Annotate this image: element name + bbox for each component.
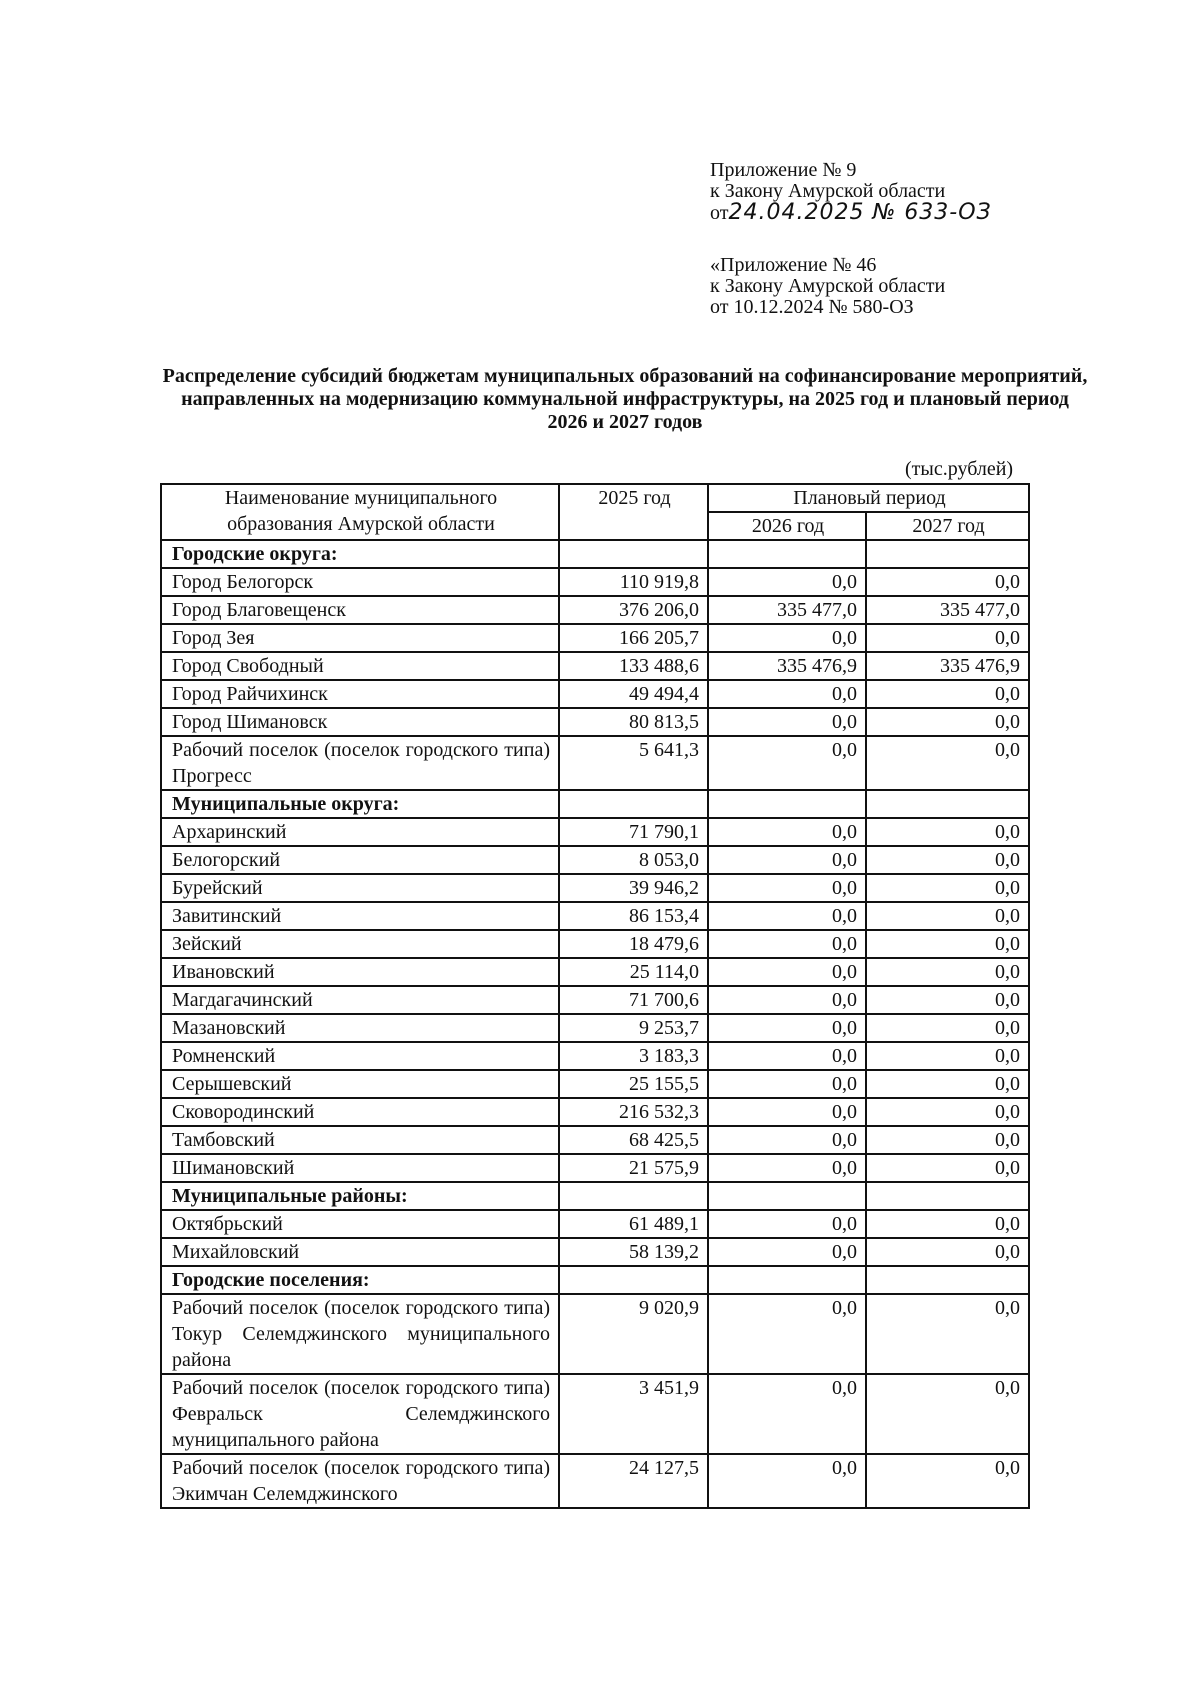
table-row <box>161 1374 1029 1454</box>
header-2026: 2026 год <box>708 512 866 540</box>
value-2026: 0,0 <box>708 818 866 846</box>
value-2027: 0,0 <box>866 708 1029 736</box>
row-name: Серышевский <box>161 1070 559 1098</box>
appendix-law: к Закону Амурской области <box>710 180 946 202</box>
table-row <box>161 1154 1029 1182</box>
prev-appendix-date: от 10.12.2024 № 580-ОЗ <box>710 296 914 318</box>
row-name: Завитинский <box>161 902 559 930</box>
value-2027: 0,0 <box>866 930 1029 958</box>
row-name: Шимановский <box>161 1154 559 1182</box>
value-2027 <box>866 790 1029 818</box>
value-2026: 0,0 <box>708 1126 866 1154</box>
value-2026: 0,0 <box>708 680 866 708</box>
value-2025: 25 155,5 <box>559 1070 708 1098</box>
row-name: Город Благовещенск <box>161 596 559 624</box>
value-2027: 0,0 <box>866 568 1029 596</box>
value-2026: 0,0 <box>708 1070 866 1098</box>
value-2026 <box>708 540 866 568</box>
value-2025 <box>559 540 708 568</box>
row-name: Рабочий поселок (поселок городского типа) Прогресс <box>161 736 559 790</box>
table-row <box>161 1014 1029 1042</box>
value-2026: 0,0 <box>708 958 866 986</box>
value-2025: 68 425,5 <box>559 1126 708 1154</box>
value-2027: 0,0 <box>866 1014 1029 1042</box>
value-2027 <box>866 1182 1029 1210</box>
value-2025: 9 253,7 <box>559 1014 708 1042</box>
row-name: Сковородинский <box>161 1098 559 1126</box>
value-2027: 0,0 <box>866 1294 1029 1374</box>
appendix-header <box>710 160 992 224</box>
value-2027: 0,0 <box>866 1098 1029 1126</box>
table-row <box>161 846 1029 874</box>
row-name: Белогорский <box>161 846 559 874</box>
value-2025: 8 053,0 <box>559 846 708 874</box>
document-title: Распределение субсидий бюджетам муниципальных образований на софинансирование мероприятий, направленных на модернизацию коммунальной инфраструктуры, на 2025 год и плановый период 2026 и 2027 годов <box>162 365 1088 433</box>
row-name: Октябрьский <box>161 1210 559 1238</box>
row-name: Город Шимановск <box>161 708 559 736</box>
value-2025: 80 813,5 <box>559 708 708 736</box>
value-2025: 39 946,2 <box>559 874 708 902</box>
value-2027: 0,0 <box>866 986 1029 1014</box>
value-2025: 49 494,4 <box>559 680 708 708</box>
value-2025: 25 114,0 <box>559 958 708 986</box>
value-2026 <box>708 1182 866 1210</box>
value-2027: 0,0 <box>866 680 1029 708</box>
header-2025: 2025 год <box>559 484 708 540</box>
section-row <box>161 1266 1029 1294</box>
table-row <box>161 818 1029 846</box>
value-2025: 9 020,9 <box>559 1294 708 1374</box>
table-row <box>161 1454 1029 1508</box>
table-row <box>161 708 1029 736</box>
value-2027: 0,0 <box>866 1210 1029 1238</box>
value-2026: 0,0 <box>708 568 866 596</box>
row-name: Рабочий поселок (поселок городского типа) Токур Селемджинского муниципального района <box>161 1294 559 1374</box>
value-2025: 24 127,5 <box>559 1454 708 1508</box>
table-row <box>161 1294 1029 1374</box>
table-row <box>161 652 1029 680</box>
row-name: Город Белогорск <box>161 568 559 596</box>
value-2025: 133 488,6 <box>559 652 708 680</box>
value-2025: 21 575,9 <box>559 1154 708 1182</box>
value-2026: 0,0 <box>708 930 866 958</box>
value-2026: 0,0 <box>708 874 866 902</box>
value-2025: 18 479,6 <box>559 930 708 958</box>
value-2026: 0,0 <box>708 736 866 790</box>
table-row <box>161 986 1029 1014</box>
value-2027: 0,0 <box>866 874 1029 902</box>
subsidy-table <box>160 483 1030 1509</box>
section-row <box>161 540 1029 568</box>
table-row <box>161 1210 1029 1238</box>
value-2025: 5 641,3 <box>559 736 708 790</box>
row-name: Тамбовский <box>161 1126 559 1154</box>
value-2027: 335 476,9 <box>866 652 1029 680</box>
value-2025: 3 183,3 <box>559 1042 708 1070</box>
row-name: Зейский <box>161 930 559 958</box>
row-name: Муниципальные округа: <box>161 790 559 818</box>
header-plan-period: Плановый период <box>708 484 1029 512</box>
value-2027: 335 477,0 <box>866 596 1029 624</box>
value-2025: 71 700,6 <box>559 986 708 1014</box>
row-name: Город Зея <box>161 624 559 652</box>
row-name: Городские округа: <box>161 540 559 568</box>
row-name: Ромненский <box>161 1042 559 1070</box>
table-row <box>161 958 1029 986</box>
value-2027: 0,0 <box>866 1070 1029 1098</box>
row-name: Городские поселения: <box>161 1266 559 1294</box>
value-2025: 166 205,7 <box>559 624 708 652</box>
value-2025: 58 139,2 <box>559 1238 708 1266</box>
row-name: Муниципальные районы: <box>161 1182 559 1210</box>
row-name: Город Райчихинск <box>161 680 559 708</box>
row-name: Ивановский <box>161 958 559 986</box>
row-name: Мазановский <box>161 1014 559 1042</box>
table-row <box>161 624 1029 652</box>
value-2026: 335 477,0 <box>708 596 866 624</box>
row-name: Бурейский <box>161 874 559 902</box>
value-2027: 0,0 <box>866 1238 1029 1266</box>
value-2025: 3 451,9 <box>559 1374 708 1454</box>
value-2026: 0,0 <box>708 902 866 930</box>
value-2026: 0,0 <box>708 708 866 736</box>
value-2027: 0,0 <box>866 624 1029 652</box>
value-2025: 86 153,4 <box>559 902 708 930</box>
table-body <box>161 540 1029 1508</box>
table-row <box>161 1042 1029 1070</box>
table-row <box>161 902 1029 930</box>
value-2027: 0,0 <box>866 1126 1029 1154</box>
table-row <box>161 1098 1029 1126</box>
value-2027 <box>866 540 1029 568</box>
value-2026: 0,0 <box>708 1098 866 1126</box>
value-2027: 0,0 <box>866 736 1029 790</box>
handwritten-date: 24.04.2025 № 633-ОЗ <box>728 200 992 225</box>
table-row <box>161 680 1029 708</box>
header-name: Наименование муниципального образования Амурской области <box>161 484 559 540</box>
row-name: Город Свободный <box>161 652 559 680</box>
prev-appendix-law: к Закону Амурской области <box>710 275 946 297</box>
row-name: Магдагачинский <box>161 986 559 1014</box>
table-row <box>161 930 1029 958</box>
value-2026: 0,0 <box>708 1454 866 1508</box>
value-2026: 0,0 <box>708 1154 866 1182</box>
value-2027: 0,0 <box>866 1042 1029 1070</box>
table-row <box>161 596 1029 624</box>
value-2027: 0,0 <box>866 1154 1029 1182</box>
value-2027: 0,0 <box>866 958 1029 986</box>
row-name: Архаринский <box>161 818 559 846</box>
appendix-date <box>710 202 992 224</box>
header-2027: 2027 год <box>866 512 1029 540</box>
row-name: Рабочий поселок (поселок городского типа) Экимчан Селемджинского <box>161 1454 559 1508</box>
value-2027: 0,0 <box>866 902 1029 930</box>
value-2025: 376 206,0 <box>559 596 708 624</box>
prev-appendix-number: «Приложение № 46 <box>710 254 877 276</box>
value-2027: 0,0 <box>866 1374 1029 1454</box>
section-row <box>161 1182 1029 1210</box>
value-2025: 216 532,3 <box>559 1098 708 1126</box>
value-2025: 61 489,1 <box>559 1210 708 1238</box>
table-row <box>161 874 1029 902</box>
table-row <box>161 568 1029 596</box>
value-2025: 110 919,8 <box>559 568 708 596</box>
unit-label: (тыс.рублей) <box>905 458 1014 480</box>
value-2027: 0,0 <box>866 1454 1029 1508</box>
value-2027 <box>866 1266 1029 1294</box>
table-row <box>161 1070 1029 1098</box>
value-2026: 0,0 <box>708 1014 866 1042</box>
value-2026 <box>708 790 866 818</box>
section-row <box>161 790 1029 818</box>
value-2025 <box>559 790 708 818</box>
value-2027: 0,0 <box>866 818 1029 846</box>
appendix-number: Приложение № 9 <box>710 159 857 181</box>
value-2025 <box>559 1266 708 1294</box>
value-2026 <box>708 1266 866 1294</box>
value-2027: 0,0 <box>866 846 1029 874</box>
table-row <box>161 1126 1029 1154</box>
value-2025 <box>559 1182 708 1210</box>
value-2025: 71 790,1 <box>559 818 708 846</box>
value-2026: 0,0 <box>708 1374 866 1454</box>
value-2026: 335 476,9 <box>708 652 866 680</box>
value-2026: 0,0 <box>708 846 866 874</box>
value-2026: 0,0 <box>708 1210 866 1238</box>
value-2026: 0,0 <box>708 986 866 1014</box>
row-name: Рабочий поселок (поселок городского типа) Февральск Селемджинского муниципального района <box>161 1374 559 1454</box>
value-2026: 0,0 <box>708 1042 866 1070</box>
date-prefix: от <box>710 202 729 224</box>
table-row <box>161 736 1029 790</box>
previous-appendix-header <box>710 255 945 318</box>
row-name: Михайловский <box>161 1238 559 1266</box>
table-row <box>161 1238 1029 1266</box>
value-2026: 0,0 <box>708 1238 866 1266</box>
value-2026: 0,0 <box>708 1294 866 1374</box>
value-2026: 0,0 <box>708 624 866 652</box>
